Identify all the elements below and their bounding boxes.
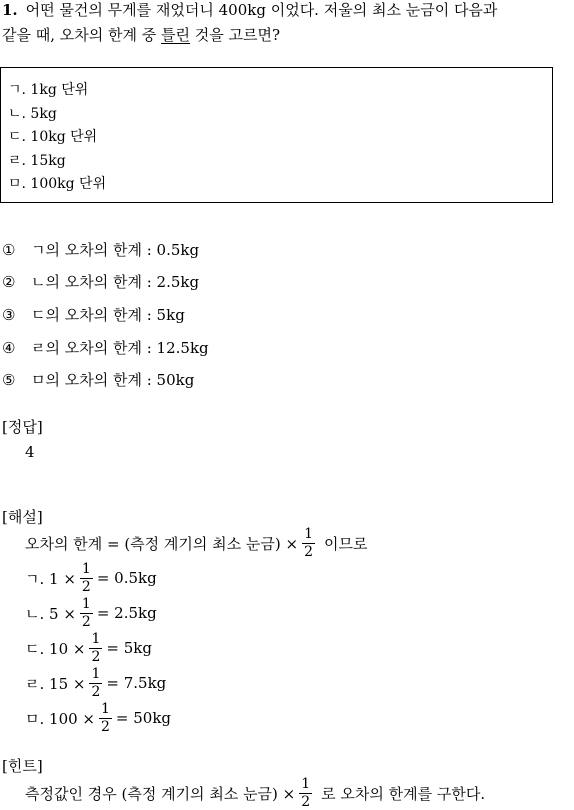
box-item: ㄱ. 1kg 단위 [8, 82, 89, 98]
hint-right: 로 오차의 한계를 구한다. [321, 784, 486, 803]
fraction-numerator: 1 [81, 560, 91, 577]
box-item: ㄴ. 5kg [8, 106, 57, 122]
fraction-numerator: 1 [91, 665, 101, 682]
choice-number: ⑤ [2, 371, 16, 389]
choice-1[interactable] [2, 240, 199, 260]
explanation-formula [25, 526, 368, 560]
fraction-denominator: 2 [304, 543, 314, 560]
fraction-denominator: 2 [81, 613, 91, 630]
box-item: ㄷ. 10kg 단위 [8, 129, 98, 145]
fraction-denominator: 2 [101, 718, 110, 735]
eq-left: ㅁ. 100 × [25, 709, 95, 728]
choice-2[interactable] [2, 272, 199, 292]
fraction-denominator: 2 [91, 648, 101, 665]
fraction-denominator: 2 [81, 578, 91, 595]
eq-right: = 2.5kg [96, 604, 157, 622]
eq-right: = 0.5kg [96, 569, 157, 587]
box-item: ㄹ. 15kg [8, 153, 66, 169]
fraction-denominator: 2 [91, 683, 101, 700]
eq-left: ㄴ. 5 × [25, 604, 76, 623]
explanation-label: [해설] [2, 508, 43, 526]
explanation-line [25, 666, 166, 700]
fraction-half [99, 702, 112, 735]
choice-text: ㄹ의 오차의 한계 : 12.5kg [31, 339, 209, 357]
choice-number: ② [2, 273, 16, 291]
fraction-numerator: 1 [101, 700, 110, 717]
hint-left: 측정값인 경우 (측정 계기의 최소 눈금) × [25, 784, 296, 803]
choice-text: ㄷ의 오차의 한계 : 5kg [31, 306, 185, 324]
eq-left: ㄷ. 10 × [25, 639, 86, 658]
fraction-numerator: 1 [301, 775, 311, 792]
fraction-denominator: 2 [301, 793, 311, 810]
formula-left: 오차의 한계 = (측정 계기의 최소 눈금) × [25, 534, 299, 553]
choice-4[interactable] [2, 338, 209, 358]
fraction-half [299, 777, 312, 810]
explanation-line [25, 596, 157, 630]
choice-text: ㅁ의 오차의 한계 : 50kg [31, 371, 195, 389]
eq-right: = 5kg [106, 639, 152, 657]
fraction-half [302, 527, 315, 560]
fraction-half [80, 597, 93, 630]
eq-left: ㄱ. 1 × [25, 569, 76, 588]
eq-right: = 50kg [115, 709, 172, 727]
answer-label: [정답] [2, 418, 43, 436]
explanation-line [25, 631, 152, 665]
choice-text: ㄱ의 오차의 한계 : 0.5kg [31, 241, 200, 259]
explanation-line [25, 561, 157, 595]
fraction-half [89, 632, 102, 665]
choice-number: ③ [2, 306, 16, 324]
choice-number: ④ [2, 339, 16, 357]
answer-value: 4 [25, 443, 35, 461]
eq-right: = 7.5kg [106, 674, 167, 692]
fraction-half [80, 562, 93, 595]
explanation-line [25, 701, 171, 735]
fraction-numerator: 1 [81, 595, 91, 612]
eq-left: ㄹ. 15 × [25, 674, 86, 693]
question-text-2a: 같을 때, 오차의 한계 중 [2, 26, 162, 44]
box-item: ㅁ. 100kg 단위 [8, 176, 107, 192]
fraction-half [89, 667, 102, 700]
hint-text [25, 776, 485, 810]
fraction-numerator: 1 [304, 525, 314, 542]
question-underlined-word: 틀린 [161, 26, 191, 44]
choice-3[interactable] [2, 305, 185, 325]
hint-label: [힌트] [2, 757, 43, 775]
question-line-1 [2, 0, 497, 20]
formula-right: 이므로 [324, 534, 368, 553]
question-text-1: 어떤 물건의 무게를 재었더니 400kg 이었다. 저울의 최소 눈금이 다음과 [25, 1, 498, 19]
fraction-numerator: 1 [91, 630, 101, 647]
choice-number: ① [2, 241, 16, 259]
question-line-2 [2, 25, 280, 45]
choice-5[interactable] [2, 370, 194, 390]
question-text-2b: 것을 고르면? [190, 26, 281, 44]
question-number: 1. [2, 1, 18, 19]
choice-text: ㄴ의 오차의 한계 : 2.5kg [31, 273, 200, 291]
condition-box [0, 67, 553, 203]
